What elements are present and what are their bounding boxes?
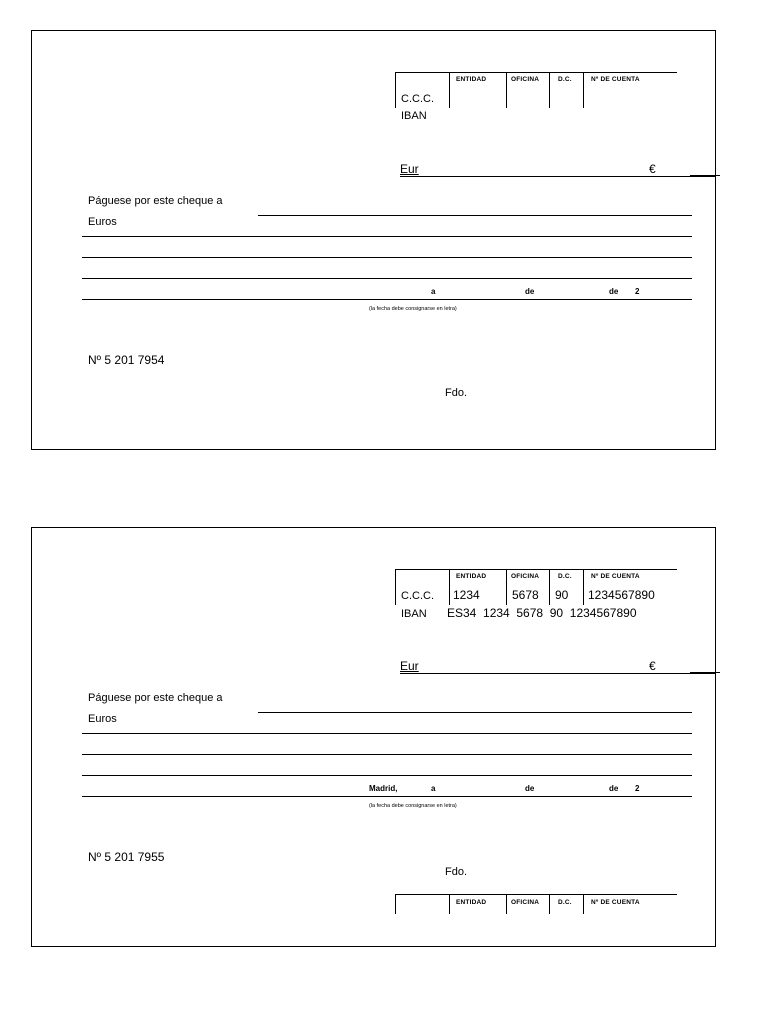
header-entidad: ENTIDAD: [456, 573, 487, 580]
account-box-divider: [549, 72, 550, 108]
header-oficina: OFICINA: [511, 76, 540, 83]
date-line: [82, 796, 692, 797]
account-box-top-line: [395, 569, 677, 570]
date-de-label-2: de: [609, 784, 619, 793]
account-box-divider: [395, 569, 396, 605]
account-box-divider: [395, 72, 396, 108]
eur-label: Eur: [400, 162, 419, 176]
date-de-label: de: [525, 287, 535, 296]
header-cuenta: Nº DE CUENTA: [591, 899, 640, 906]
margin-line: [690, 175, 720, 176]
date-de-label: de: [525, 784, 535, 793]
header-oficina: OFICINA: [511, 899, 540, 906]
signature-label: Fdo.: [445, 387, 468, 399]
signature-label: Fdo.: [445, 866, 468, 878]
cheque-1: [31, 30, 716, 450]
payee-line: [258, 712, 692, 713]
date-note: (la fecha debe consignarse en letra): [369, 803, 457, 809]
amount-words-line: [82, 733, 692, 734]
header-dc: D.C.: [558, 573, 572, 580]
account-box-divider: [395, 894, 396, 914]
account-box-divider: [449, 894, 450, 914]
ccc-label: C.C.C.: [401, 590, 434, 602]
margin-line: [690, 672, 720, 673]
bottom-account-box-top-line: [395, 894, 677, 895]
ccc-entidad: 1234: [453, 588, 480, 602]
euros-label: Euros: [88, 216, 117, 228]
amount-words-line: [82, 278, 692, 279]
cheque-number: Nº 5 201 7954: [88, 353, 165, 367]
date-year-prefix: 2: [635, 784, 640, 793]
cheque-number: Nº 5 201 7955: [88, 850, 165, 864]
header-oficina: OFICINA: [511, 573, 540, 580]
date-year-prefix: 2: [635, 287, 640, 296]
header-cuenta: Nº DE CUENTA: [591, 573, 640, 580]
ccc-label: C.C.C.: [401, 93, 434, 105]
date-place: Madrid,: [369, 784, 398, 793]
iban-value: ES34 1234 5678 90 1234567890: [447, 606, 637, 620]
pay-to-label: Páguese por este cheque a: [88, 195, 223, 207]
amount-line: [400, 176, 716, 177]
header-dc: D.C.: [558, 899, 572, 906]
eur-label: Eur: [400, 659, 419, 673]
account-box-divider: [583, 569, 584, 605]
header-cuenta: Nº DE CUENTA: [591, 76, 640, 83]
date-a-label: a: [431, 287, 436, 296]
amount-words-line: [82, 236, 692, 237]
account-box-divider: [583, 894, 584, 914]
account-box-divider: [549, 894, 550, 914]
amount-words-line: [82, 754, 692, 755]
header-entidad: ENTIDAD: [456, 76, 487, 83]
date-note: (la fecha debe consignarse en letra): [369, 306, 457, 312]
cheque-2: [31, 527, 716, 947]
date-de-label-2: de: [609, 287, 619, 296]
account-box-top-line: [395, 72, 677, 73]
date-line: [82, 299, 692, 300]
account-box-divider: [506, 72, 507, 108]
account-box-divider: [449, 72, 450, 108]
iban-label: IBAN: [401, 608, 427, 620]
pay-to-label: Páguese por este cheque a: [88, 692, 223, 704]
account-box-divider: [549, 569, 550, 605]
euro-symbol: €: [649, 162, 656, 176]
payee-line: [258, 215, 692, 216]
header-dc: D.C.: [558, 76, 572, 83]
iban-label: IBAN: [401, 110, 427, 122]
ccc-oficina: 5678: [512, 588, 539, 602]
amount-words-line: [82, 257, 692, 258]
ccc-cuenta: 1234567890: [588, 588, 655, 602]
account-box-divider: [506, 569, 507, 605]
account-box-divider: [506, 894, 507, 914]
euros-label: Euros: [88, 713, 117, 725]
account-box-divider: [449, 569, 450, 605]
amount-line: [400, 673, 716, 674]
amount-words-line: [82, 775, 692, 776]
ccc-dc: 90: [555, 588, 569, 602]
header-entidad: ENTIDAD: [456, 899, 487, 906]
euro-symbol: €: [649, 659, 656, 673]
date-a-label: a: [431, 784, 436, 793]
account-box-divider: [583, 72, 584, 108]
